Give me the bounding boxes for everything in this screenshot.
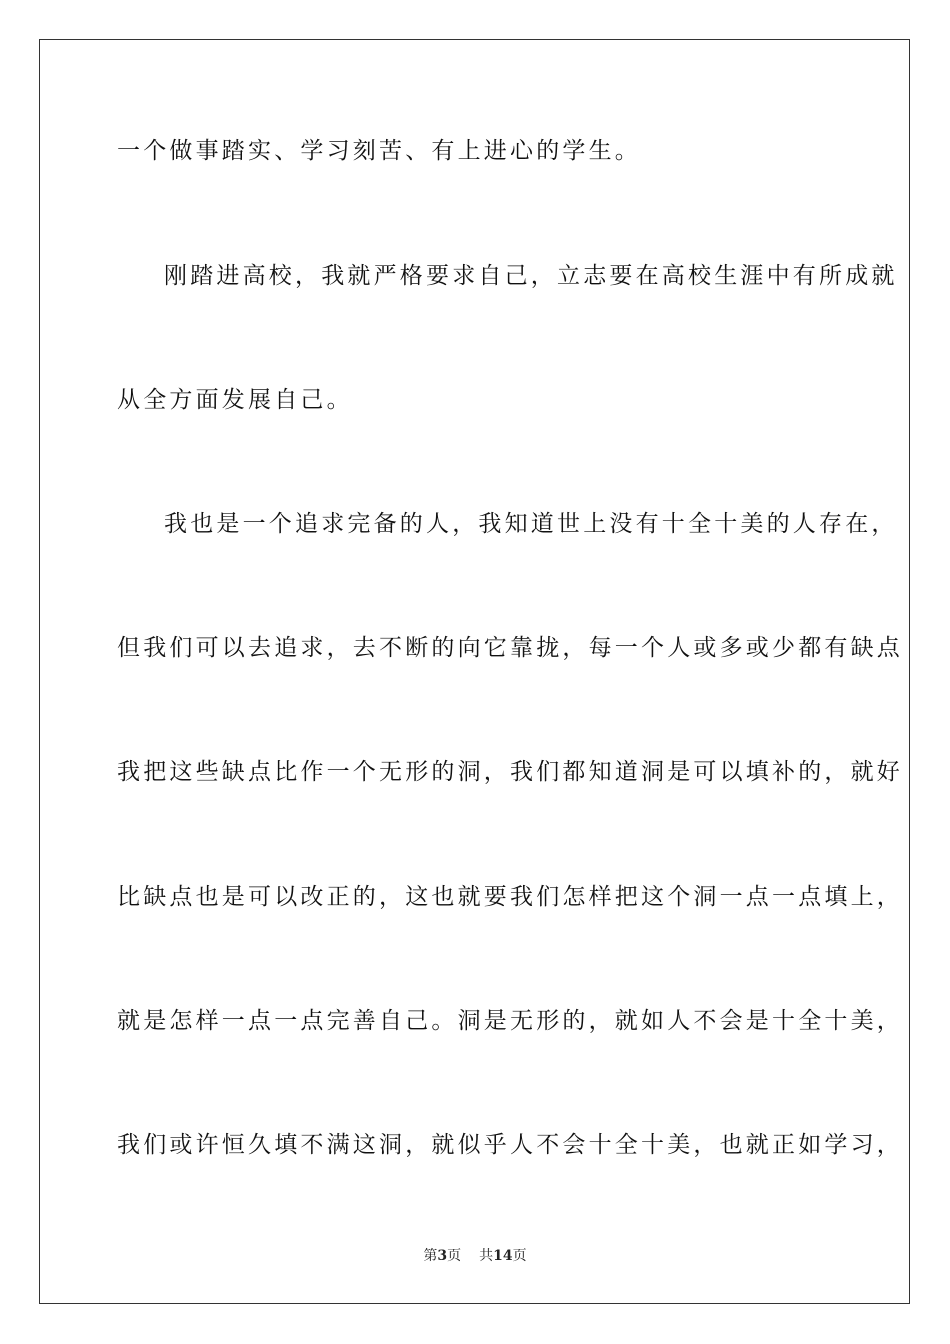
text-line: 我把这些缺点比作一个无形的洞，我们都知道洞是可以填补的，就好: [117, 759, 903, 785]
text-line: 从全方面发展自己。: [117, 387, 353, 413]
text-line: 我也是一个追求完备的人，我知道世上没有十全十美的人存在，: [164, 511, 898, 537]
text-line: 比缺点也是可以改正的，这也就要我们怎样把这个洞一点一点填上，: [117, 884, 903, 910]
page-prefix: 第: [423, 1248, 438, 1264]
text-line: 一个做事踏实、学习刻苦、有上进心的学生。: [117, 138, 641, 164]
text-line: 我们或许恒久填不满这洞，就似乎人不会十全十美，也就正如学习，: [117, 1132, 903, 1158]
text-line: 但我们可以去追求，去不断的向它靠拢，每一个人或多或少都有缺点: [117, 635, 903, 661]
page-number-footer: [0, 1247, 950, 1265]
total-suffix: 页: [512, 1248, 527, 1264]
total-prefix: 共: [479, 1248, 494, 1264]
text-line: 刚踏进高校，我就严格要求自己，立志要在高校生涯中有所成就: [164, 263, 898, 289]
page-border: [39, 39, 910, 1304]
text-line: 就是怎样一点一点完善自己。洞是无形的，就如人不会是十全十美，: [117, 1008, 903, 1034]
total-page-count: 14: [493, 1248, 513, 1264]
page-suffix: 页: [447, 1248, 462, 1264]
current-page-number: 3: [437, 1248, 448, 1264]
